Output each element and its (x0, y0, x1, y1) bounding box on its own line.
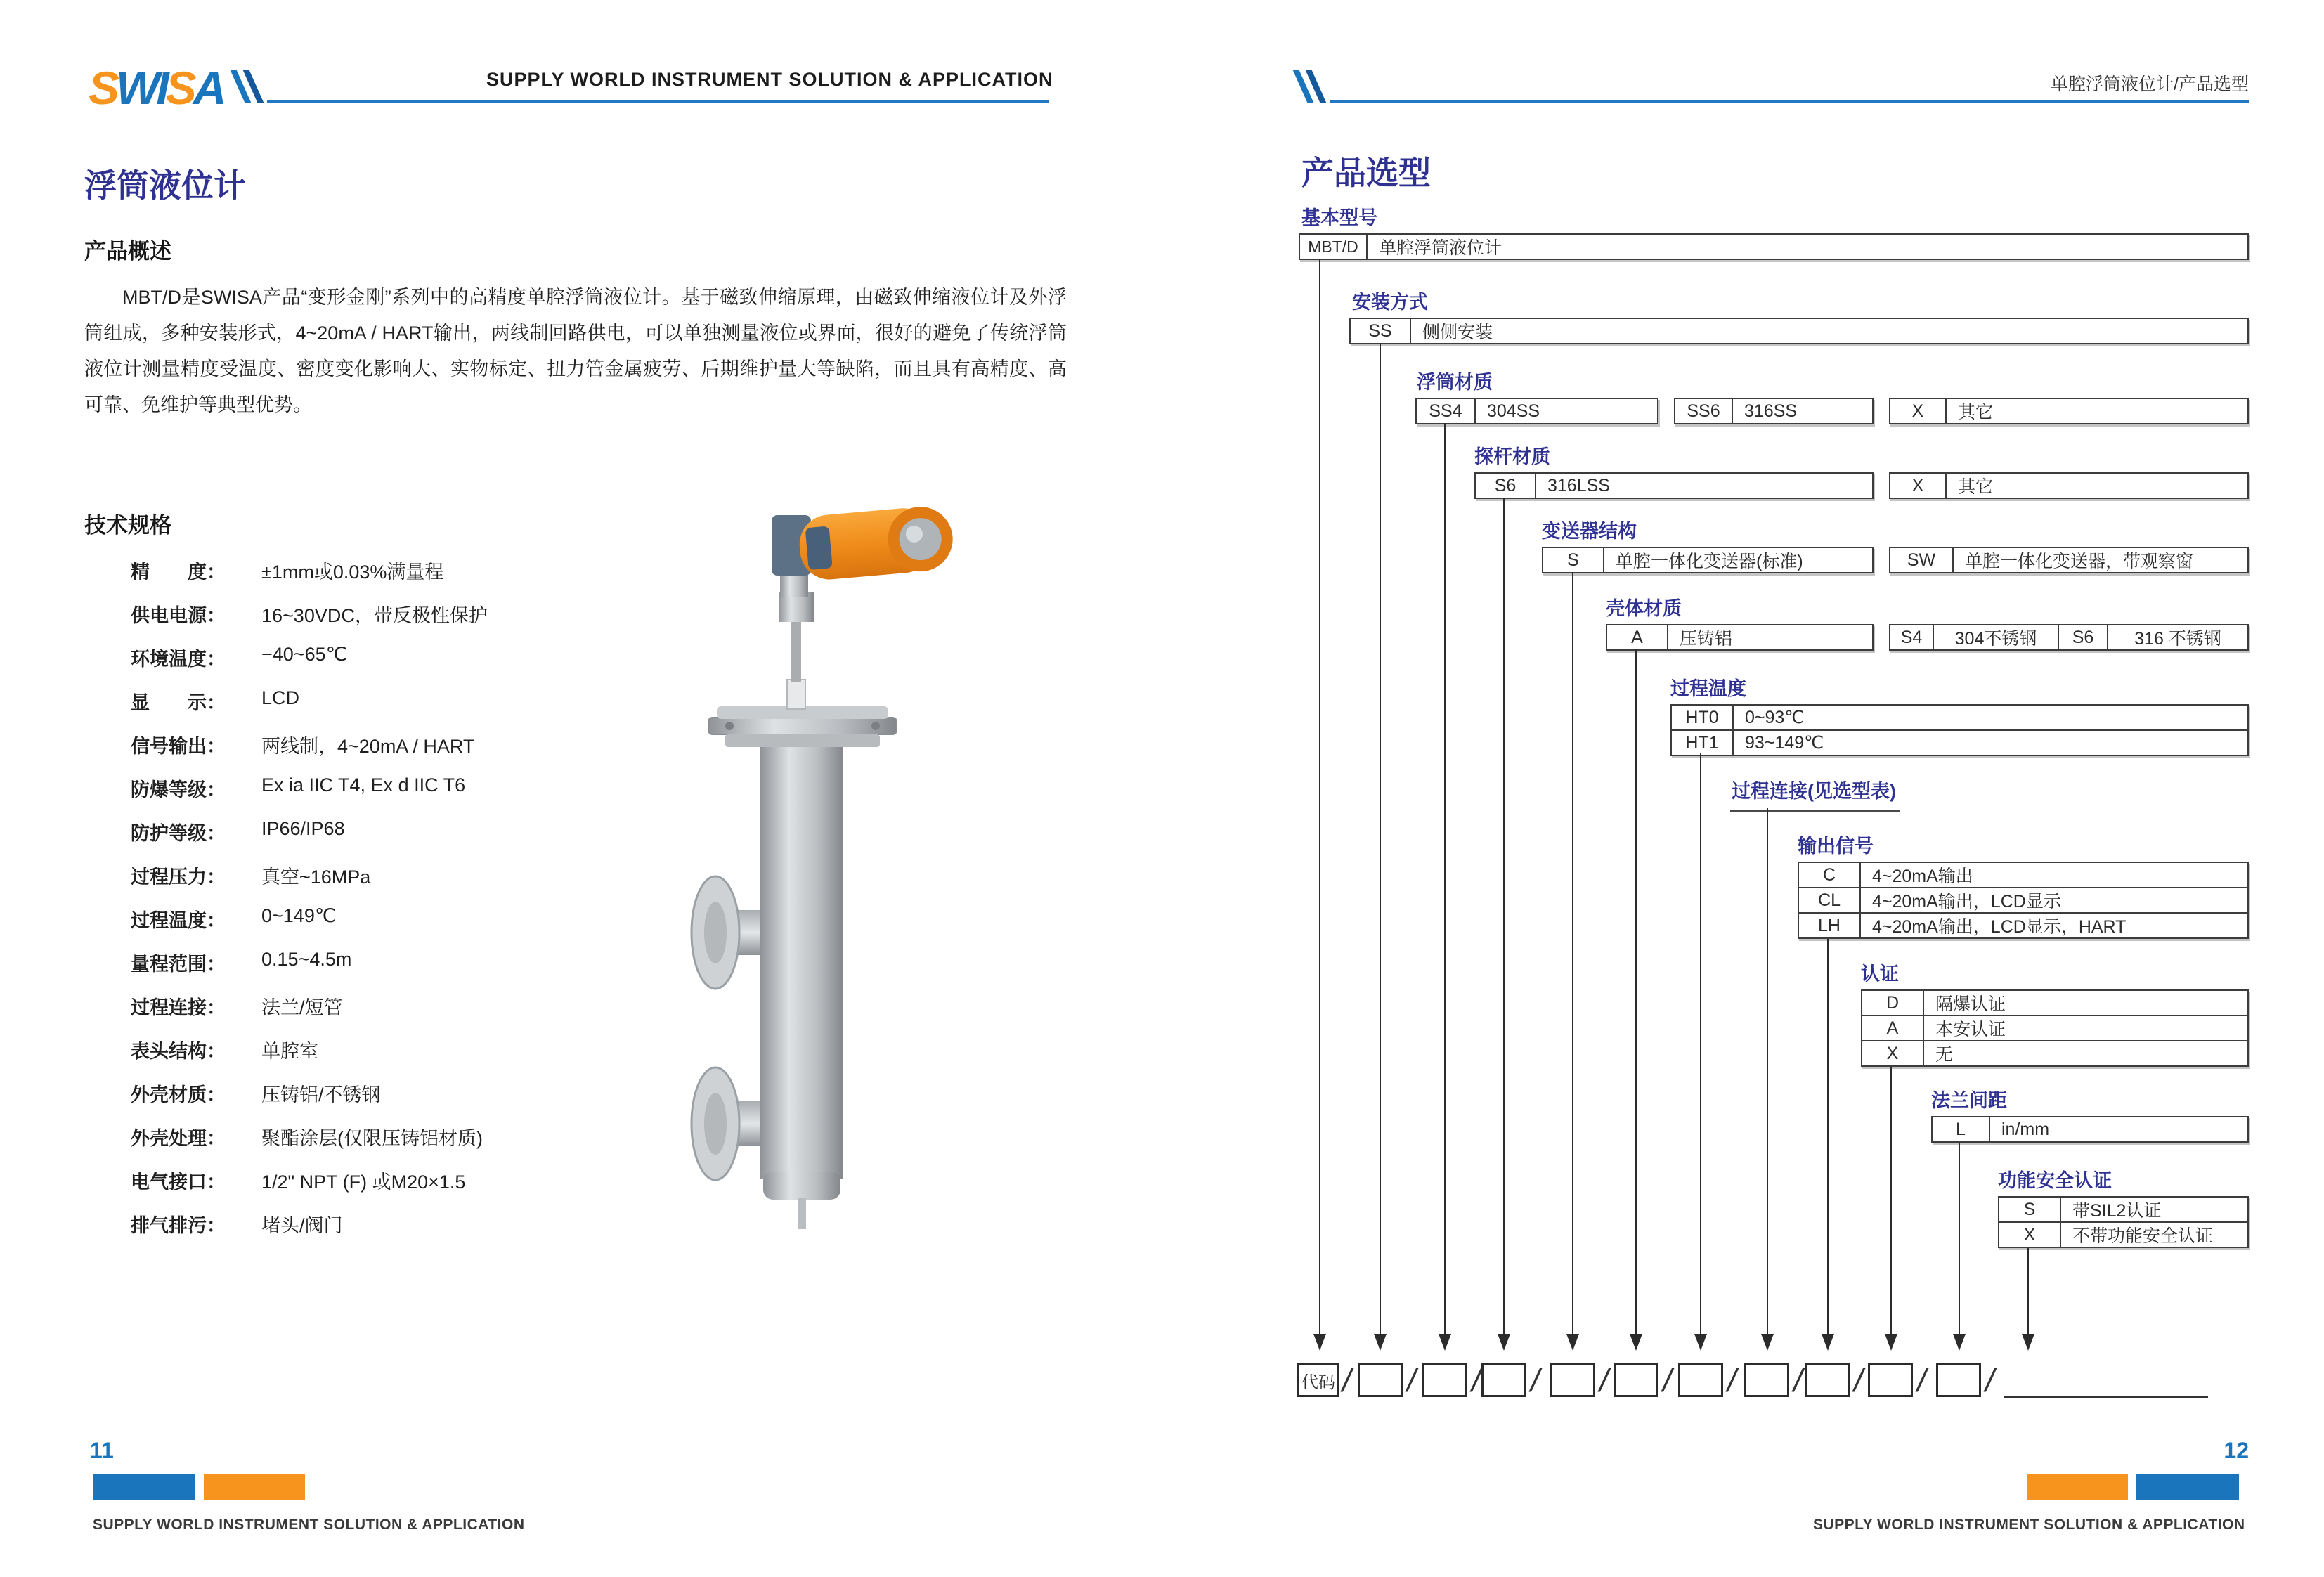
breadcrumb: 单腔浮筒液位计/产品选型 (2051, 74, 2249, 94)
level-label-safety: 功能安全认证 (1998, 1170, 2112, 1191)
option-row: X 无 (1862, 1040, 2247, 1065)
level-label-mounting: 安装方式 (1352, 292, 1428, 313)
specs-heading: 技术规格 (84, 513, 171, 538)
option-row: HT1 93~149℃ (1672, 729, 2247, 755)
level-label-certification: 认证 (1861, 963, 1899, 985)
connector-line (1700, 753, 1701, 1335)
level-label-temperature: 过程温度 (1670, 678, 1746, 699)
option-box: S4 304不锈钢 S6 316 不锈钢 (1889, 624, 2249, 651)
spec-row: 量程范围： 0.15~4.5m (131, 949, 352, 975)
connector-line (1444, 423, 1446, 1335)
spec-row: 过程连接： 法兰/短管 (131, 997, 343, 1018)
spec-row: 防护等级： IP66/IP68 (131, 818, 345, 844)
level-label-base: 基本型号 (1301, 207, 1377, 228)
selection-title: 产品选型 (1301, 155, 1431, 191)
level-label-float: 浮筒材质 (1417, 372, 1493, 393)
footer-bar-blue (2136, 1474, 2239, 1500)
option-row: D 隔爆认证 (1862, 991, 2247, 1015)
spec-row: 精 度： ±1mm或0.03%满量程 (131, 562, 444, 583)
code-separator: / (1599, 1362, 1609, 1398)
code-box (1805, 1363, 1850, 1397)
page-number-right: 12 (2224, 1438, 2249, 1463)
connector-line (1572, 572, 1573, 1335)
option-box: SS4 304SS (1415, 398, 1658, 424)
spec-row: 外壳材质： 压铸铝/不锈钢 (131, 1084, 381, 1105)
arrow-down-icon (1630, 1334, 1642, 1351)
code-box (1868, 1363, 1913, 1397)
level-label-rod: 探杆材质 (1474, 446, 1550, 467)
code-separator: / (1472, 1362, 1481, 1398)
swisa-logo: SWISA (89, 62, 223, 114)
code-write-in-line (2004, 1363, 2208, 1398)
option-row: X 不带功能安全认证 (1999, 1221, 2247, 1247)
code-separator: / (1985, 1362, 1994, 1398)
connector-line (1890, 1067, 1892, 1335)
header-rule (267, 100, 1049, 103)
arrow-down-icon (1439, 1334, 1451, 1351)
option-rows-certification (1861, 989, 2249, 1067)
header-tagline: SUPPLY WORLD INSTRUMENT SOLUTION & APPLICATION (486, 69, 1053, 90)
arrow-down-icon (1313, 1334, 1326, 1351)
connector-line (1767, 808, 1768, 1335)
code-separator: / (1793, 1362, 1803, 1398)
spec-row: 信号输出： 两线制，4~20mA / HART (131, 736, 475, 757)
arrow-down-icon (1822, 1334, 1834, 1351)
code-separator: / (1342, 1362, 1351, 1398)
connector-line (1635, 649, 1637, 1335)
arrow-down-icon (2022, 1334, 2034, 1351)
option-box: S 单腔一体化变送器(标准) (1542, 547, 1874, 573)
arrow-down-icon (1953, 1334, 1966, 1351)
level-label-housing: 壳体材质 (1606, 598, 1682, 619)
footer-bar-orange (2027, 1474, 2128, 1500)
option-box: S6 316LSS (1474, 472, 1874, 499)
code-box (1678, 1363, 1723, 1397)
option-box: SS6 316SS (1674, 398, 1874, 424)
spec-row: 电气接口： 1/2" NPT (F) 或M20×1.5 (131, 1172, 466, 1193)
arrow-down-icon (1761, 1334, 1774, 1351)
spec-row: 过程压力： 真空~16MPa (131, 867, 371, 888)
code-separator: / (1663, 1362, 1672, 1398)
code-box (1481, 1363, 1526, 1397)
level-label-flange: 法兰间距 (1931, 1090, 2007, 1111)
arrow-down-icon (1694, 1334, 1707, 1351)
code-separator: / (1531, 1362, 1540, 1398)
option-box-base (1299, 233, 2249, 260)
option-row: CL 4~20mA输出，LCD显示 (1799, 887, 2247, 912)
option-box: SW 单腔一体化变送器，带观察窗 (1889, 547, 2249, 573)
spec-row: 外壳处理： 聚酯涂层(仅限压铸铝材质) (131, 1128, 483, 1149)
connector-line (1959, 1143, 1960, 1335)
product-photo (689, 502, 1012, 1233)
option-box: A 压铸铝 (1606, 624, 1874, 651)
connector-line (1503, 498, 1505, 1335)
code-box (1744, 1363, 1789, 1397)
arrow-down-icon (1566, 1334, 1579, 1351)
footer-bar-blue (93, 1474, 195, 1500)
option-rows-output (1798, 862, 2249, 939)
option-row: C 4~20mA输出 (1799, 863, 2247, 887)
option-box: X 其它 (1889, 472, 2249, 499)
overview-heading: 产品概述 (84, 239, 171, 264)
footer-text-left: SUPPLY WORLD INSTRUMENT SOLUTION & APPLICATION (93, 1517, 525, 1533)
option-row: S 带SIL2认证 (1999, 1198, 2247, 1221)
spec-row: 防爆等级： Ex ia IIC T4, Ex d IIC T6 (131, 774, 466, 800)
spec-row: 排气排污： 堵头/阀门 (131, 1215, 343, 1236)
option-desc: 单腔浮筒液位计 (1379, 238, 1502, 258)
option-box: L in/mm (1931, 1116, 2249, 1143)
spec-row: 环境温度： −40~65℃ (131, 644, 347, 670)
connector-line (1827, 939, 1829, 1335)
level-label-output: 输出信号 (1798, 836, 1874, 857)
code-box (1936, 1363, 1981, 1397)
option-row: A 本安认证 (1862, 1015, 2247, 1040)
option-desc: 侧侧安装 (1422, 323, 1493, 342)
footer-text-right: SUPPLY WORLD INSTRUMENT SOLUTION & APPLICATION (1813, 1517, 2245, 1533)
level-label-transmitter: 变送器结构 (1542, 521, 1637, 542)
arrow-down-icon (1885, 1334, 1897, 1351)
header-rule (1330, 100, 2249, 103)
page-number-left: 11 (90, 1438, 114, 1463)
code-separator: / (1727, 1362, 1736, 1398)
code-separator: / (1917, 1362, 1926, 1398)
footer-bar-orange (204, 1474, 305, 1500)
arrow-down-icon (1498, 1334, 1510, 1351)
option-row: LH 4~20mA输出，LCD显示，HART (1799, 912, 2247, 937)
overview-paragraph: MBT/D是SWISA产品“变形金刚”系列中的高精度单腔浮筒液位计。基于磁致伸缩原理，由磁致伸缩液位计及外浮筒组成，多种安装形式，4~20mA / HART输出，两线制回路供电，可以单独测量液位或界面，很好的避免了传统浮筒液位计测量精度受温度、密度变化影响大、实物标定、扭力管金属疲劳、后期维护量大等缺陷，而且具有高精度、高可靠、免维护等典型优势。 (84, 287, 1067, 415)
code-box (1550, 1363, 1595, 1397)
spec-row: 过程温度： 0~149℃ (131, 905, 337, 931)
option-key: MBT/D (1300, 235, 1368, 259)
option-box: X 其它 (1889, 398, 2249, 424)
option-rows-safety (1998, 1196, 2249, 1248)
spec-row: 供电电源： 16~30VDC，带反极性保护 (131, 605, 488, 626)
code-box (1358, 1363, 1403, 1397)
option-key: SS (1351, 319, 1411, 343)
level-label-connection: 过程连接(见选型表) (1730, 776, 1900, 812)
spec-row: 显 示： LCD (131, 687, 300, 713)
option-rows-temperature (1670, 704, 2249, 756)
spec-row: 表头结构： 单腔室 (131, 1041, 318, 1062)
connector-line (1319, 259, 1320, 1335)
arrow-down-icon (1374, 1334, 1387, 1351)
code-box (1614, 1363, 1658, 1397)
connector-line (1380, 343, 1381, 1335)
code-separator: / (1407, 1362, 1416, 1398)
page-title: 浮筒液位计 (84, 167, 246, 204)
connector-line (2027, 1248, 2029, 1335)
code-separator: / (1854, 1362, 1863, 1398)
code-box (1422, 1363, 1467, 1397)
code-label-box: 代码 (1297, 1363, 1339, 1397)
option-row: HT0 0~93℃ (1672, 706, 2247, 729)
option-box-mounting (1349, 318, 2249, 344)
